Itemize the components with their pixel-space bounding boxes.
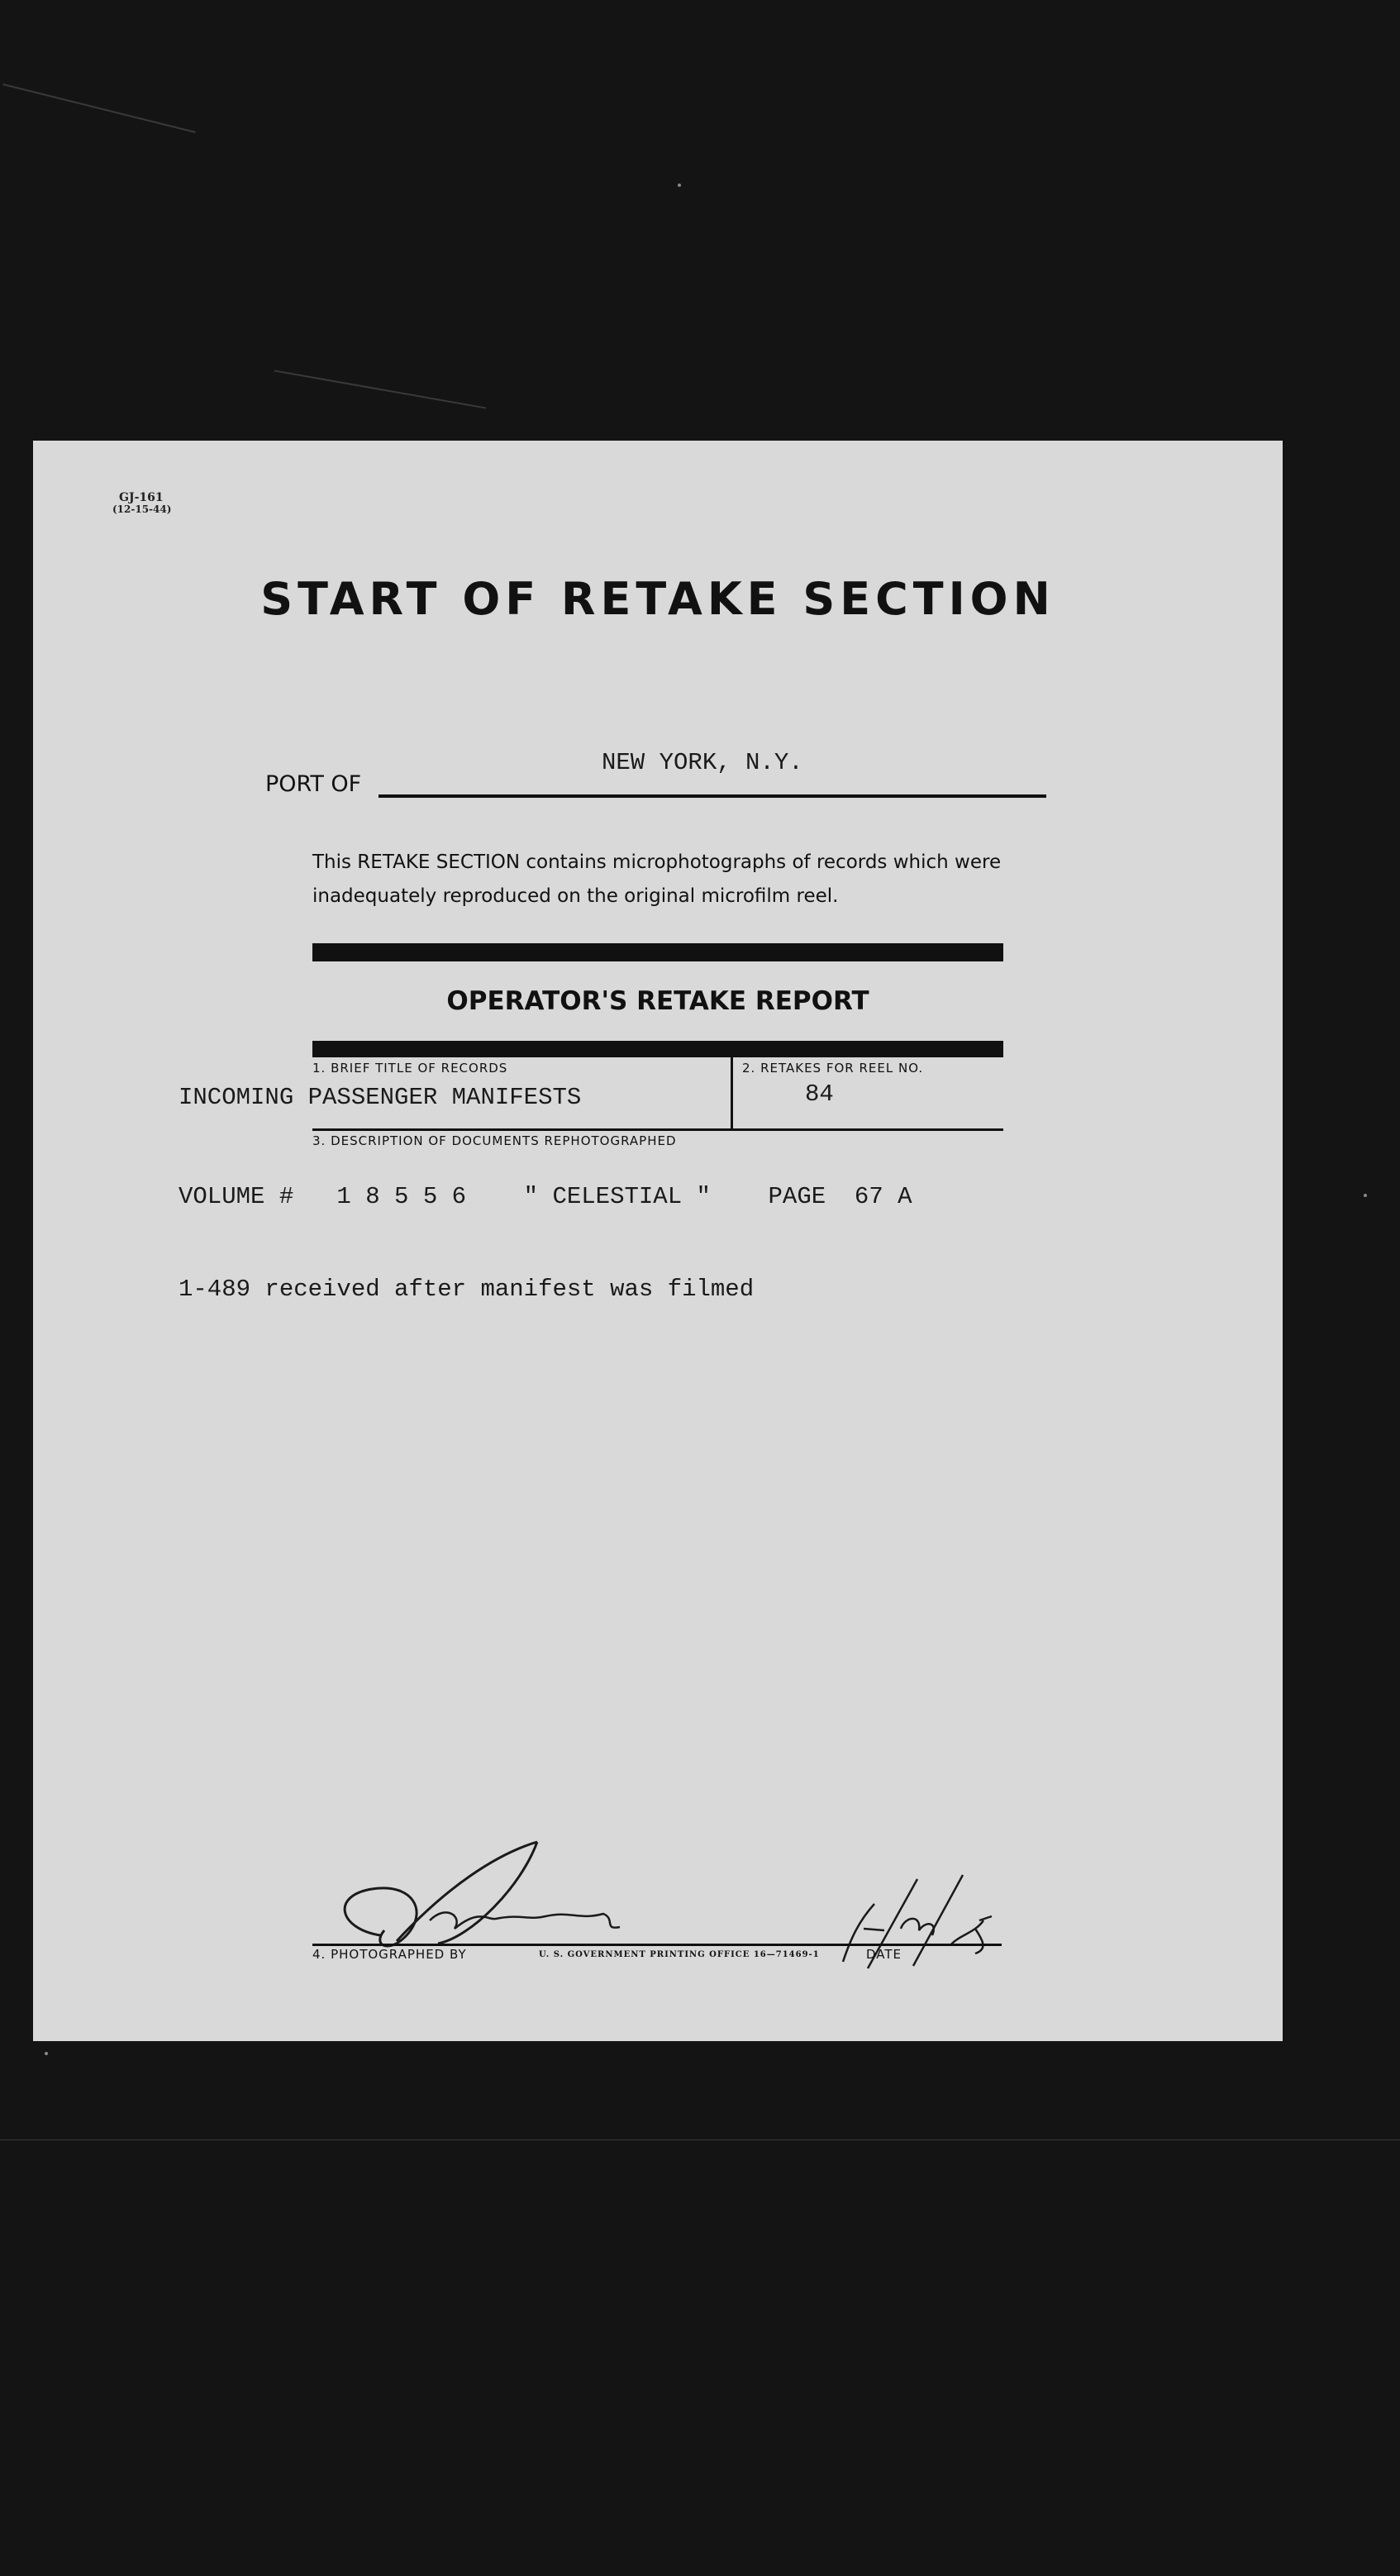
photographed-by-label: 4. PHOTOGRAPHED BY: [312, 1947, 467, 1962]
brief-title-value: INCOMING PASSENGER MANIFESTS: [179, 1084, 582, 1111]
page-title: START OF RETAKE SECTION: [260, 573, 1055, 625]
film-scratch: [274, 370, 486, 408]
brief-title-label: 1. BRIEF TITLE OF RECORDS: [312, 1061, 508, 1076]
divider-bar: [312, 943, 1003, 961]
report-title: OPERATOR'S RETAKE REPORT: [446, 986, 869, 1016]
port-label: PORT OF: [265, 771, 362, 797]
field-underline: [312, 1128, 1003, 1131]
film-dust: [45, 2052, 48, 2055]
port-underline: [379, 794, 1046, 798]
description-line-note: 1-489 received after manifest was filmed: [179, 1276, 755, 1303]
divider-bar: [312, 1041, 1003, 1057]
port-value: NEW YORK, N.Y.: [602, 749, 803, 776]
form-number-code: GJ-161: [119, 491, 164, 504]
film-dust: [678, 184, 681, 187]
intro-text: This RETAKE SECTION contains microphotographs of records which were inadequately reproduced on the original microfilm reel.: [312, 852, 1002, 907]
form-revision-date: (12-15-44): [112, 503, 172, 515]
film-scratch: [2, 83, 195, 133]
form-number: [112, 492, 171, 514]
retake-form-sheet: [33, 441, 1283, 2041]
field-divider: [731, 1057, 733, 1130]
reel-value: 84: [805, 1080, 834, 1108]
date-label: DATE: [866, 1947, 902, 1962]
reel-label: 2. RETAKES FOR REEL NO.: [742, 1061, 924, 1076]
signature-line: [312, 1944, 1002, 1946]
description-line-volume: VOLUME # 1 8 5 5 6 " CELESTIAL " PAGE 67 A: [179, 1183, 912, 1210]
film-dust: [1364, 1194, 1367, 1197]
printing-office-imprint: U. S. GOVERNMENT PRINTING OFFICE 16—71469-1: [539, 1950, 820, 1959]
description-label: 3. DESCRIPTION OF DOCUMENTS REPHOTOGRAPHED: [312, 1133, 677, 1148]
